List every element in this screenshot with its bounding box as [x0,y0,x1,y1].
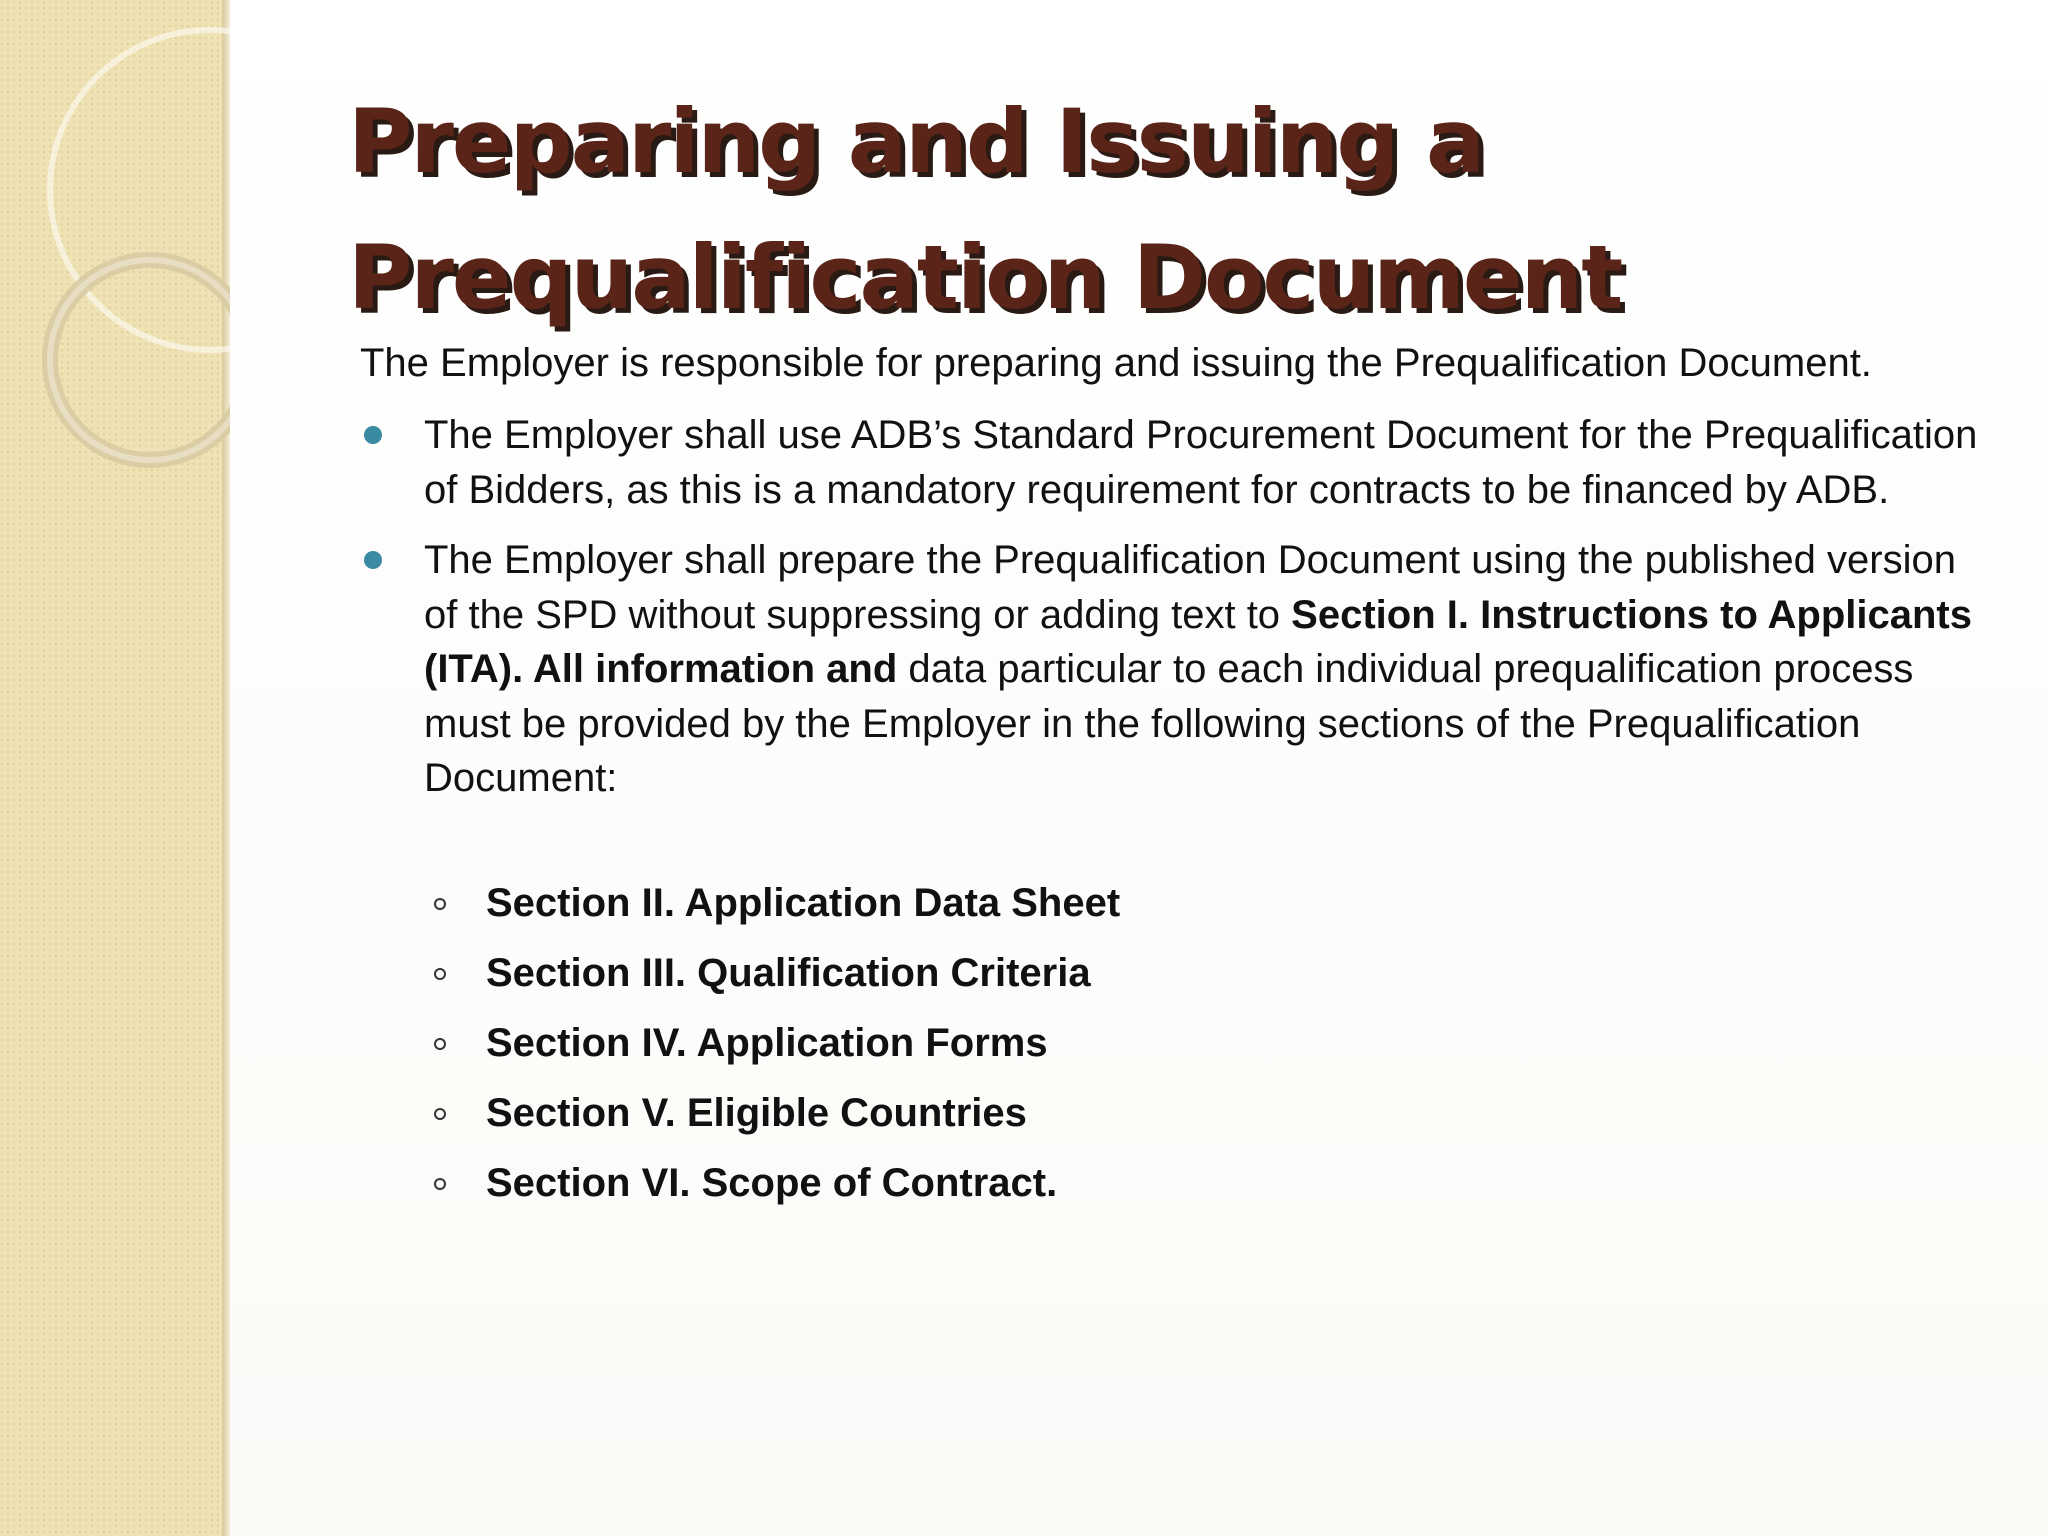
sub-item [424,1086,1824,1156]
title-line-2: Prequalification Document [348,226,1622,329]
hollow-circle-bullet-icon [434,1108,446,1120]
title-line-1: Preparing and Issuing a [348,90,1484,193]
bullet-text-1: The Employer shall use ADB’s Standard Procurement Document for the Prequalification of Bidders, as this is a mandatory requirement for contracts to be financed by ADB. [424,413,1978,512]
sub-item-text: Section III. Qualification Criteria [486,951,1091,995]
sub-item-text: Section II. Application Data Sheet [486,881,1121,925]
sub-item-text: Section IV. Application Forms [486,1021,1048,1065]
decorative-rings [0,0,240,520]
sub-item [424,876,1824,946]
hollow-circle-bullet-icon [434,1038,446,1050]
sub-item-text: Section V. Eligible Countries [486,1091,1027,1135]
hollow-circle-bullet-icon [434,968,446,980]
sub-item [424,1156,1824,1226]
bullet-dot-icon [364,551,382,569]
bullet-text-2-bold: Section I. Instructions to Applicants (ITA). All information and [424,592,1972,691]
bullet-item-2 [360,533,1980,806]
bullet-item-1 [360,408,1980,517]
slide-title [348,74,1948,346]
bullet-dot-icon [364,426,382,444]
hollow-circle-bullet-icon [434,1178,446,1190]
bullet-text-2-start: The Employer shall prepare the Prequalification Document using the published version of the SPD without suppressing or adding text to [424,538,1956,637]
intro-text: The Employer is responsible for preparing and issuing the Prequalification Document. [360,341,1872,385]
bullet-list [360,408,1980,822]
sub-item [424,1016,1824,1086]
sub-item-text: Section VI. Scope of Contract. [486,1161,1058,1205]
section-sublist [424,876,1824,1226]
bullet-text-2-end: data particular to each individual prequalification process must be provided by the Employer in the following sections of the Prequalification Document: [424,647,1914,800]
sub-item [424,946,1824,1016]
hollow-circle-bullet-icon [434,898,446,910]
